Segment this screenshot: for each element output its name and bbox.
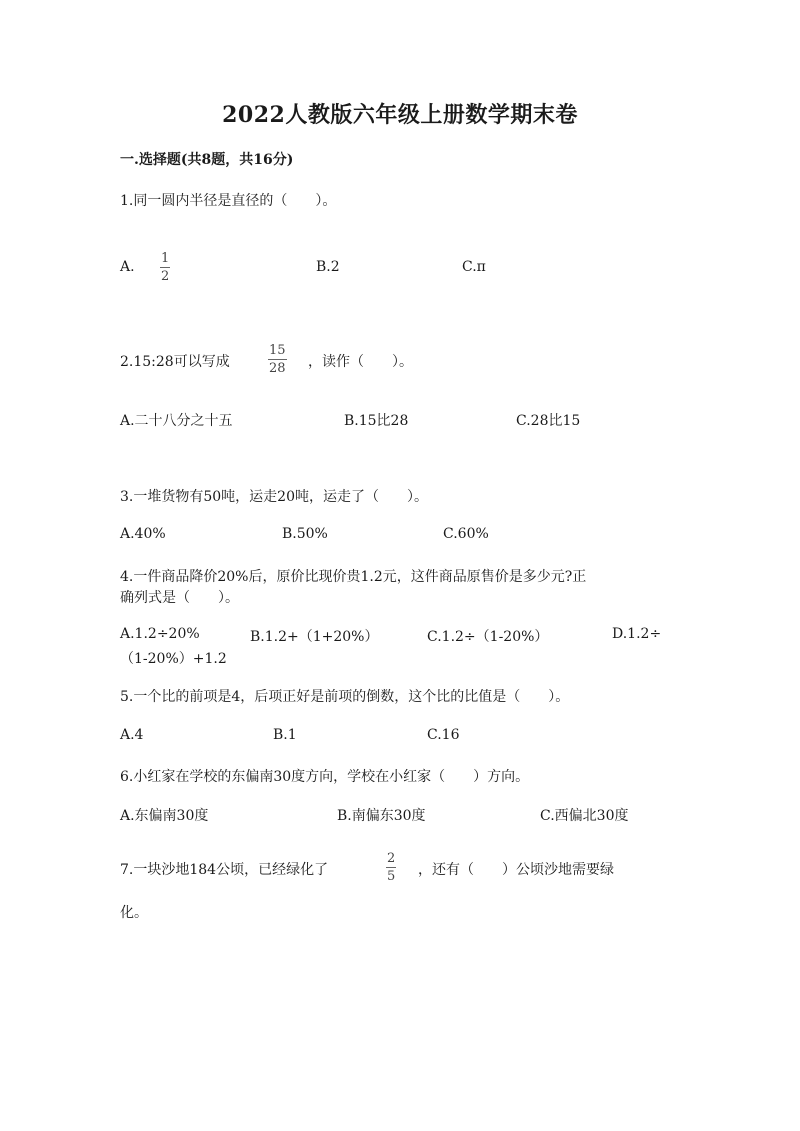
question-1-option-a-fraction [160,251,170,284]
page-title: 2022人教版六年级上册数学期末卷 [222,102,578,128]
question-6-option-b: B.南偏东30度 [337,808,426,824]
fraction-denominator: 2 [161,269,170,284]
question-2-option-a: A.二十八分之十五 [120,413,233,429]
question-4-option-d-line-1: D.1.2÷ [612,626,662,642]
question-7-text-after: ，还有（ ）公顷沙地需要绿 [418,862,614,878]
question-4-text-line-1: 4.一件商品降价20%后，原价比现价贵1.2元，这件商品原售价是多少元?正 [120,569,587,585]
question-4-option-a: A.1.2÷20% [120,626,200,642]
fraction-numerator: 15 [269,343,286,358]
fraction-bar [268,359,287,360]
question-5-option-c: C.16 [427,727,460,743]
question-1-option-b: B.2 [316,259,340,275]
fraction-bar [160,267,170,268]
fraction-numerator: 1 [161,251,170,266]
question-2-text-after: ，读作（ ）。 [308,354,413,370]
question-1-option-c: C.π [462,259,486,275]
question-3-option-b: B.50% [282,526,328,542]
question-5-option-a: A.4 [120,727,144,743]
question-4-option-b: B.1.2+（1+20%） [250,629,379,645]
question-7-text-before: 7.一块沙地184公顷，已经绿化了 [120,862,329,878]
fraction-denominator: 28 [269,361,286,376]
fraction-denominator: 5 [387,869,396,884]
question-4-text-line-2: 确列式是（ ）。 [120,590,239,606]
fraction-bar [386,867,396,868]
question-1-option-a-label: A. [120,259,135,275]
fraction-numerator: 2 [387,851,396,866]
question-2-option-b: B.15比28 [344,413,409,429]
question-4-option-d-line-2: （1-20%）+1.2 [120,651,227,667]
question-6-option-a: A.东偏南30度 [120,808,209,824]
question-5-option-b: B.1 [273,727,297,743]
question-2-fraction [268,343,287,376]
question-7-text-line-2: 化。 [120,905,148,921]
question-3-option-a: A.40% [120,526,166,542]
question-3-option-c: C.60% [443,526,489,542]
question-7-fraction [386,851,396,884]
section-heading: 一.选择题(共8题，共16分) [120,152,294,168]
question-6-option-c: C.西偏北30度 [540,808,629,824]
question-2-text-before: 2.15:28可以写成 [120,354,230,370]
question-6-text: 6.小红家在学校的东偏南30度方向，学校在小红家（ ）方向。 [120,769,530,785]
question-3-text: 3.一堆货物有50吨，运走20吨，运走了（ ）。 [120,489,428,505]
question-1-text: 1.同一圆内半径是直径的（ ）。 [120,193,337,209]
question-5-text: 5.一个比的前项是4，后项正好是前项的倒数，这个比的比值是（ ）。 [120,689,570,705]
question-2-option-c: C.28比15 [516,413,581,429]
question-4-option-c: C.1.2÷（1-20%） [427,629,549,645]
